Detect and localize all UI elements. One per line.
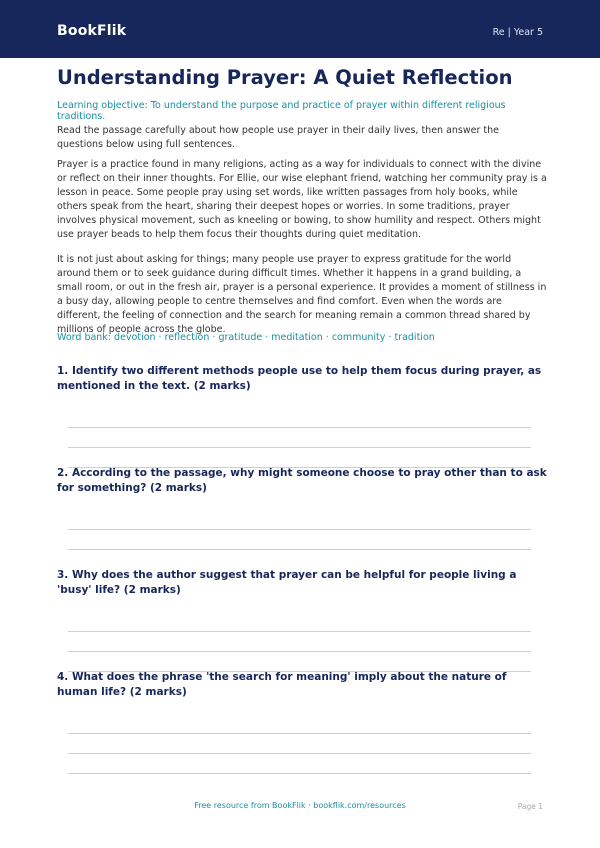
page-number: Page 1	[517, 802, 543, 811]
answer-line[interactable]	[68, 447, 531, 448]
brand-logo[interactable]: BookFlik	[57, 23, 127, 39]
answer-line[interactable]	[68, 529, 531, 530]
footer-resource-link[interactable]: Free resource from BookFlik · bookflik.com/resources	[194, 801, 406, 810]
subject-year: Re | Year 5	[492, 27, 543, 38]
answer-line[interactable]	[68, 733, 531, 734]
answer-line[interactable]	[68, 631, 531, 632]
page-title: Understanding Prayer: A Quiet Reflection	[57, 66, 513, 89]
word-bank: Word bank: devotion · reflection · gratitude · meditation · community · tradition	[57, 332, 435, 343]
answer-line[interactable]	[68, 549, 531, 550]
learning-objective: Learning objective: To understand the purpose and practice of prayer within different religious traditions.	[57, 100, 506, 122]
passage-paragraph-1: Prayer is a practice found in many religions, acting as a way for individuals to connect with the divine or reflect on their inner thoughts. For Ellie, our wise elephant friend, watching her community pray is a lesson in peace. Some people pray using set words, like written passages from holy books, while others speak from the heart, sharing their deepest hopes or worries. In some traditions, prayer involves physical movement, such as kneeling or bowing, to show humility and respect. Others might use prayer beads to help them focus their thoughts during quiet meditation.	[57, 159, 547, 240]
answer-line[interactable]	[68, 773, 531, 774]
question-2: 2. According to the passage, why might someone choose to pray other than to ask for something? (2 marks)	[57, 467, 547, 494]
instructions: Read the passage carefully about how people use prayer in their daily lives, then answer the questions below using full sentences.	[57, 125, 499, 150]
answer-line[interactable]	[68, 753, 531, 754]
answer-line[interactable]	[68, 427, 531, 428]
question-4: 4. What does the phrase 'the search for meaning' imply about the nature of human life? (2 marks)	[57, 671, 507, 698]
answer-line[interactable]	[68, 651, 531, 652]
question-3: 3. Why does the author suggest that prayer can be helpful for people living a 'busy' life? (2 marks)	[57, 569, 517, 596]
passage-paragraph-2: It is not just about asking for things; many people use prayer to express gratitude for the world around them or to seek guidance during difficult times. Whether it happens in a grand building, a small room, or out in the fresh air, prayer is a personal experience. It provides a moment of stillness in a busy day, allowing people to centre themselves and find comfort. Even when the words are different, the feeling of connection and the search for meaning remain a common thread shared by millions of people across the globe.	[57, 254, 547, 335]
page-header	[0, 0, 600, 58]
question-1: 1. Identify two different methods people use to help them focus during prayer, as mentioned in the text. (2 marks)	[57, 365, 542, 392]
